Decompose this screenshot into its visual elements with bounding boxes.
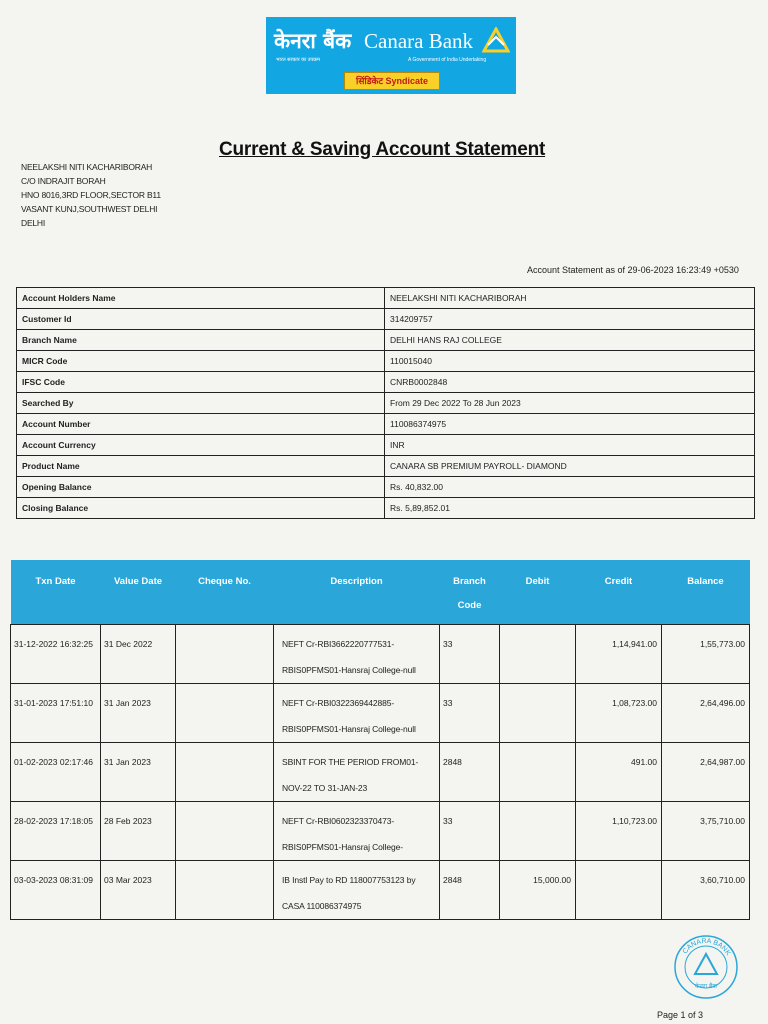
description-cell: NEFT Cr-RBI0602323370473-RBIS0PFMS01-Hansraj College- — [274, 802, 440, 861]
stamp-bottom-text: केनरा बैंक — [695, 983, 717, 990]
txn-column-header: Branch Code — [440, 560, 500, 625]
info-row — [17, 456, 755, 477]
info-value: CNRB0002848 — [385, 372, 755, 393]
txn-column-header: Balance — [662, 560, 750, 625]
balance-cell: 1,55,773.00 — [662, 625, 750, 684]
info-value: CANARA SB PREMIUM PAYROLL- DIAMOND — [385, 456, 755, 477]
info-label: IFSC Code — [17, 372, 385, 393]
txn-column-header: Credit — [576, 560, 662, 625]
txn-column-header: Value Date — [101, 560, 176, 625]
info-label: MICR Code — [17, 351, 385, 372]
branch-code-cell: 33 — [440, 802, 500, 861]
address-line: NEELAKSHI NITI KACHARIBORAH — [21, 162, 153, 172]
balance-cell: 2,64,496.00 — [662, 684, 750, 743]
txn-date-cell: 01-02-2023 02:17:46 — [11, 743, 101, 802]
value-date-cell: 28 Feb 2023 — [101, 802, 176, 861]
logo-tagline-english: A Government of India Undertaking — [408, 57, 487, 63]
page-title: Current & Saving Account Statement — [219, 139, 546, 160]
info-row — [17, 393, 755, 414]
info-label: Closing Balance — [17, 498, 385, 519]
info-value: 110086374975 — [385, 414, 755, 435]
balance-cell: 3,75,710.00 — [662, 802, 750, 861]
info-value: NEELAKSHI NITI KACHARIBORAH — [385, 288, 755, 309]
description-cell: IB Instl Pay to RD 118007753123 by CASA 110086374975 — [274, 861, 440, 920]
cheque-no-cell — [176, 802, 274, 861]
cheque-no-cell — [176, 625, 274, 684]
statement-as-of: Account Statement as of 29-06-2023 16:23:49 +0530 — [527, 265, 739, 275]
info-label: Account Holders Name — [17, 288, 385, 309]
info-label: Account Number — [17, 414, 385, 435]
value-date-cell: 03 Mar 2023 — [101, 861, 176, 920]
table-row — [11, 625, 750, 684]
info-label: Branch Name — [17, 330, 385, 351]
branch-code-cell: 2848 — [440, 743, 500, 802]
address-line: HNO 8016,3RD FLOOR,SECTOR B11 — [21, 190, 161, 200]
txn-column-header: Cheque No. — [176, 560, 274, 625]
info-label: Account Currency — [17, 435, 385, 456]
credit-cell: 491.00 — [576, 743, 662, 802]
info-label: Product Name — [17, 456, 385, 477]
logo-hindi-text: केनरा बैंक — [274, 29, 352, 53]
debit-cell — [500, 684, 576, 743]
info-value: Rs. 40,832.00 — [385, 477, 755, 498]
cheque-no-cell — [176, 743, 274, 802]
branch-code-cell: 33 — [440, 625, 500, 684]
value-date-cell: 31 Jan 2023 — [101, 684, 176, 743]
description-cell: NEFT Cr-RBI3662220777531-RBIS0PFMS01-Hansraj College-null — [274, 625, 440, 684]
transactions-table — [10, 560, 750, 920]
value-date-cell: 31 Jan 2023 — [101, 743, 176, 802]
debit-cell — [500, 802, 576, 861]
table-row — [11, 684, 750, 743]
value-date-cell: 31 Dec 2022 — [101, 625, 176, 684]
txn-column-header: Description — [274, 560, 440, 625]
txn-date-cell: 31-12-2022 16:32:25 — [11, 625, 101, 684]
logo-tagline-hindi: भारत सरकार का उपक्रम — [276, 57, 321, 63]
description-cell: NEFT Cr-RBI0322369442885-RBIS0PFMS01-Hansraj College-null — [274, 684, 440, 743]
txn-column-header: Debit — [500, 560, 576, 625]
debit-cell — [500, 743, 576, 802]
table-row — [11, 802, 750, 861]
info-value: Rs. 5,89,852.01 — [385, 498, 755, 519]
address-line: C/O INDRAJIT BORAH — [21, 176, 106, 186]
canara-triangle-icon — [482, 27, 510, 55]
info-row — [17, 330, 755, 351]
txn-column-header: Txn Date — [11, 560, 101, 625]
info-value: INR — [385, 435, 755, 456]
debit-cell: 15,000.00 — [500, 861, 576, 920]
syndicate-logo: सिंडिकेट Syndicate — [344, 72, 440, 90]
info-value: 314209757 — [385, 309, 755, 330]
info-row — [17, 309, 755, 330]
cheque-no-cell — [176, 684, 274, 743]
credit-cell — [576, 861, 662, 920]
table-row — [11, 861, 750, 920]
info-row — [17, 351, 755, 372]
customer-address — [21, 160, 161, 230]
info-label: Customer Id — [17, 309, 385, 330]
bank-seal-stamp — [673, 934, 739, 1000]
credit-cell: 1,10,723.00 — [576, 802, 662, 861]
cheque-no-cell — [176, 861, 274, 920]
stamp-top-text: CANARA BANK — [681, 937, 732, 957]
info-value: From 29 Dec 2022 To 28 Jun 2023 — [385, 393, 755, 414]
txn-date-cell: 31-01-2023 17:51:10 — [11, 684, 101, 743]
info-row — [17, 288, 755, 309]
info-row — [17, 435, 755, 456]
canara-bank-logo — [266, 17, 516, 94]
branch-code-cell: 33 — [440, 684, 500, 743]
info-row — [17, 498, 755, 519]
debit-cell — [500, 625, 576, 684]
txn-date-cell: 03-03-2023 08:31:09 — [11, 861, 101, 920]
info-label: Opening Balance — [17, 477, 385, 498]
info-label: Searched By — [17, 393, 385, 414]
balance-cell: 2,64,987.00 — [662, 743, 750, 802]
table-row — [11, 743, 750, 802]
info-row — [17, 372, 755, 393]
account-info-table — [16, 287, 755, 519]
address-line: DELHI — [21, 218, 46, 228]
info-value: DELHI HANS RAJ COLLEGE — [385, 330, 755, 351]
credit-cell: 1,08,723.00 — [576, 684, 662, 743]
logo-english-text: Canara Bank — [364, 29, 474, 53]
info-value: 110015040 — [385, 351, 755, 372]
balance-cell: 3,60,710.00 — [662, 861, 750, 920]
info-row — [17, 477, 755, 498]
txn-date-cell: 28-02-2023 17:18:05 — [11, 802, 101, 861]
address-line: VASANT KUNJ,SOUTHWEST DELHI — [21, 204, 158, 214]
branch-code-cell: 2848 — [440, 861, 500, 920]
credit-cell: 1,14,941.00 — [576, 625, 662, 684]
info-row — [17, 414, 755, 435]
description-cell: SBINT FOR THE PERIOD FROM01-NOV-22 TO 31-JAN-23 — [274, 743, 440, 802]
page-number: Page 1 of 3 — [657, 1010, 704, 1020]
